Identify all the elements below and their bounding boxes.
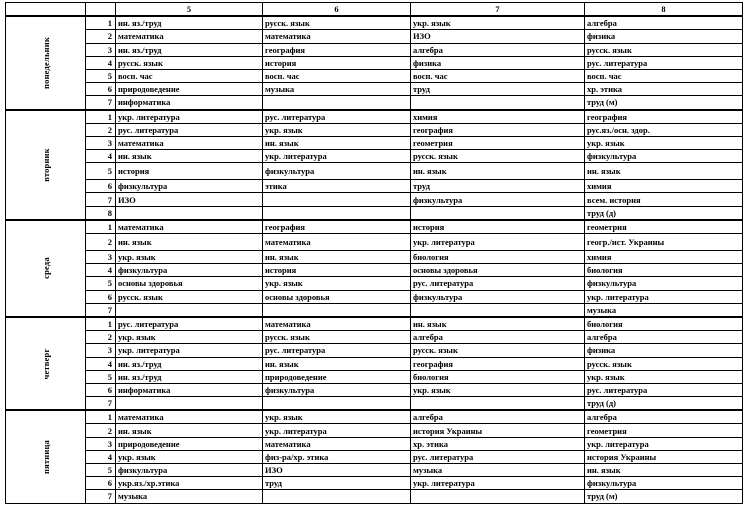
lesson-number: 3 — [86, 251, 116, 264]
subject-cell-grade-5 — [116, 397, 263, 411]
subject-cell-grade-7: укр. литература — [411, 234, 585, 251]
timetable — [5, 2, 743, 504]
subject-cell-grade-5: история — [116, 163, 263, 180]
subject-cell-grade-8: физкультура — [585, 150, 743, 163]
subject-cell-grade-6: укр. литература — [263, 150, 411, 163]
subject-cell-grade-5 — [116, 206, 263, 220]
subject-cell-grade-6: физкультура — [263, 383, 411, 396]
table-row — [6, 477, 743, 490]
lesson-number: 2 — [86, 30, 116, 43]
subject-cell-grade-5: математика — [116, 136, 263, 149]
subject-cell-grade-8: физика — [585, 344, 743, 357]
day-name: пятница — [40, 439, 51, 474]
subject-cell-grade-7: история Украины — [411, 424, 585, 437]
subject-cell-grade-5: укр.яз./хр.этика — [116, 477, 263, 490]
subject-cell-grade-6: ин. язык — [263, 357, 411, 370]
subject-cell-grade-5 — [116, 303, 263, 317]
subject-cell-grade-8: история Украины — [585, 450, 743, 463]
day-block — [6, 110, 743, 220]
subject-cell-grade-7: физика — [411, 56, 585, 69]
subject-cell-grade-6: музыка — [263, 83, 411, 96]
subject-cell-grade-8: русск. язык — [585, 357, 743, 370]
subject-cell-grade-7: укр. литература — [411, 477, 585, 490]
lesson-number-header-cell — [86, 3, 116, 17]
subject-cell-grade-6: русск. язык — [263, 331, 411, 344]
subject-cell-grade-8: физкультура — [585, 477, 743, 490]
subject-cell-grade-5: ин. яз./труд — [116, 357, 263, 370]
subject-cell-grade-5: математика — [116, 410, 263, 424]
subject-cell-grade-6: труд — [263, 477, 411, 490]
table-row — [6, 163, 743, 180]
day-block — [6, 220, 743, 317]
subject-cell-grade-8: рус. литература — [585, 56, 743, 69]
lesson-number: 2 — [86, 424, 116, 437]
table-row — [6, 317, 743, 331]
lesson-number: 7 — [86, 96, 116, 110]
lesson-number: 6 — [86, 383, 116, 396]
lesson-number: 5 — [86, 464, 116, 477]
subject-cell-grade-8: русск. язык — [585, 43, 743, 56]
subject-cell-grade-8: физика — [585, 30, 743, 43]
lesson-number: 3 — [86, 136, 116, 149]
subject-cell-grade-8: восп. час — [585, 69, 743, 82]
subject-cell-grade-5: основы здоровья — [116, 277, 263, 290]
table-row — [6, 357, 743, 370]
table-row — [6, 16, 743, 30]
lesson-number: 5 — [86, 370, 116, 383]
subject-cell-grade-8: укр. литература — [585, 437, 743, 450]
subject-cell-grade-5: рус. литература — [116, 123, 263, 136]
subject-cell-grade-6: основы здоровья — [263, 290, 411, 303]
subject-cell-grade-7: ин. язык — [411, 317, 585, 331]
subject-cell-grade-6 — [263, 303, 411, 317]
lesson-number: 7 — [86, 490, 116, 503]
subject-cell-grade-8: труд (д) — [585, 206, 743, 220]
subject-cell-grade-8: геометрия — [585, 424, 743, 437]
subject-cell-grade-8: ин. язык — [585, 163, 743, 180]
grade-6-header: 6 — [263, 3, 411, 17]
subject-cell-grade-6 — [263, 96, 411, 110]
subject-cell-grade-8: рус. литература — [585, 383, 743, 396]
table-row — [6, 344, 743, 357]
table-row — [6, 43, 743, 56]
table-row — [6, 370, 743, 383]
subject-cell-grade-7: алгебра — [411, 43, 585, 56]
table-row — [6, 450, 743, 463]
day-name: понедельник — [40, 36, 51, 89]
subject-cell-grade-7 — [411, 206, 585, 220]
subject-cell-grade-6 — [263, 206, 411, 220]
subject-cell-grade-5: математика — [116, 220, 263, 234]
subject-cell-grade-6: физ-ра/хр. этика — [263, 450, 411, 463]
subject-cell-grade-7: ИЗО — [411, 30, 585, 43]
subject-cell-grade-5: ин. яз./труд — [116, 370, 263, 383]
subject-cell-grade-8: биология — [585, 317, 743, 331]
subject-cell-grade-5: русск. язык — [116, 290, 263, 303]
day-block — [6, 410, 743, 503]
lesson-number: 2 — [86, 331, 116, 344]
table-row — [6, 490, 743, 503]
subject-cell-grade-5: математика — [116, 30, 263, 43]
table-row — [6, 150, 743, 163]
subject-cell-grade-5: ин. яз./труд — [116, 43, 263, 56]
lesson-number: 1 — [86, 410, 116, 424]
table-row — [6, 180, 743, 193]
lesson-number: 4 — [86, 150, 116, 163]
lesson-number: 6 — [86, 477, 116, 490]
table-row — [6, 464, 743, 477]
subject-cell-grade-8: труд (м) — [585, 490, 743, 503]
subject-cell-grade-8: всем. история — [585, 193, 743, 206]
table-row — [6, 110, 743, 124]
day-block — [6, 16, 743, 109]
subject-cell-grade-8: музыка — [585, 303, 743, 317]
subject-cell-grade-6: история — [263, 264, 411, 277]
table-row — [6, 30, 743, 43]
subject-cell-grade-6: укр. язык — [263, 410, 411, 424]
subject-cell-grade-8: хр. этика — [585, 83, 743, 96]
subject-cell-grade-5: рус. литература — [116, 317, 263, 331]
subject-cell-grade-6 — [263, 490, 411, 503]
table-row — [6, 123, 743, 136]
subject-cell-grade-7: укр. язык — [411, 383, 585, 396]
lesson-number: 3 — [86, 344, 116, 357]
timetable-header — [6, 3, 743, 17]
lesson-number: 4 — [86, 56, 116, 69]
subject-cell-grade-6: этика — [263, 180, 411, 193]
day-name: вторник — [40, 147, 51, 182]
subject-cell-grade-8: биология — [585, 264, 743, 277]
subject-cell-grade-7 — [411, 490, 585, 503]
subject-cell-grade-8: алгебра — [585, 16, 743, 30]
table-row — [6, 331, 743, 344]
lesson-number: 5 — [86, 163, 116, 180]
table-row — [6, 96, 743, 110]
subject-cell-grade-7: музыка — [411, 464, 585, 477]
grade-5-header: 5 — [116, 3, 263, 17]
table-row — [6, 437, 743, 450]
subject-cell-grade-7: геометрия — [411, 136, 585, 149]
subject-cell-grade-6: укр. литература — [263, 424, 411, 437]
subject-cell-grade-7: физкультура — [411, 290, 585, 303]
subject-cell-grade-7: алгебра — [411, 331, 585, 344]
lesson-number: 1 — [86, 110, 116, 124]
subject-cell-grade-5: ин. язык — [116, 234, 263, 251]
grade-8-header: 8 — [585, 3, 743, 17]
subject-cell-grade-7: рус. литература — [411, 277, 585, 290]
table-row — [6, 410, 743, 424]
subject-cell-grade-6: русск. язык — [263, 16, 411, 30]
lesson-number: 2 — [86, 123, 116, 136]
subject-cell-grade-7: биология — [411, 370, 585, 383]
subject-cell-grade-7: физкультура — [411, 193, 585, 206]
day-name-cell — [6, 317, 86, 410]
table-row — [6, 206, 743, 220]
day-name-cell — [6, 110, 86, 220]
subject-cell-grade-7: алгебра — [411, 410, 585, 424]
day-name: среда — [40, 257, 51, 280]
table-row — [6, 220, 743, 234]
subject-cell-grade-6: рус. литература — [263, 344, 411, 357]
lesson-number: 1 — [86, 220, 116, 234]
subject-cell-grade-5: музыка — [116, 490, 263, 503]
subject-cell-grade-5: природоведение — [116, 437, 263, 450]
subject-cell-grade-6: география — [263, 220, 411, 234]
lesson-number: 1 — [86, 317, 116, 331]
subject-cell-grade-5: ин. язык — [116, 424, 263, 437]
table-row — [6, 290, 743, 303]
subject-cell-grade-7: укр. язык — [411, 16, 585, 30]
subject-cell-grade-6 — [263, 193, 411, 206]
subject-cell-grade-6: математика — [263, 437, 411, 450]
subject-cell-grade-7: труд — [411, 83, 585, 96]
day-name-cell — [6, 410, 86, 503]
subject-cell-grade-7: основы здоровья — [411, 264, 585, 277]
day-name-cell — [6, 220, 86, 317]
subject-cell-grade-8: алгебра — [585, 410, 743, 424]
day-block — [6, 317, 743, 410]
subject-cell-grade-8: рус.яз./осн. здор. — [585, 123, 743, 136]
subject-cell-grade-6: математика — [263, 234, 411, 251]
lesson-number: 7 — [86, 397, 116, 411]
table-row — [6, 69, 743, 82]
subject-cell-grade-8: геометрия — [585, 220, 743, 234]
subject-cell-grade-6: природоведение — [263, 370, 411, 383]
subject-cell-grade-8: укр. язык — [585, 136, 743, 149]
subject-cell-grade-5: физкультура — [116, 264, 263, 277]
subject-cell-grade-6: ИЗО — [263, 464, 411, 477]
subject-cell-grade-6: ин. язык — [263, 136, 411, 149]
subject-cell-grade-8: труд (д) — [585, 397, 743, 411]
subject-cell-grade-6: география — [263, 43, 411, 56]
subject-cell-grade-6: история — [263, 56, 411, 69]
table-row — [6, 277, 743, 290]
subject-cell-grade-7: рус. литература — [411, 450, 585, 463]
subject-cell-grade-6: укр. язык — [263, 277, 411, 290]
subject-cell-grade-6: математика — [263, 317, 411, 331]
lesson-number: 7 — [86, 193, 116, 206]
day-name-cell — [6, 16, 86, 109]
subject-cell-grade-5: природоведение — [116, 83, 263, 96]
subject-cell-grade-5: укр. язык — [116, 331, 263, 344]
table-row — [6, 136, 743, 149]
subject-cell-grade-7: ин. язык — [411, 163, 585, 180]
subject-cell-grade-7: география — [411, 357, 585, 370]
subject-cell-grade-6: рус. литература — [263, 110, 411, 124]
subject-cell-grade-7: русск. язык — [411, 344, 585, 357]
table-row — [6, 397, 743, 411]
subject-cell-grade-5: русск. язык — [116, 56, 263, 69]
header-row — [6, 3, 743, 17]
subject-cell-grade-8: физкультура — [585, 277, 743, 290]
table-row — [6, 251, 743, 264]
table-row — [6, 56, 743, 69]
subject-cell-grade-8: география — [585, 110, 743, 124]
lesson-number: 5 — [86, 277, 116, 290]
subject-cell-grade-5: восп. час — [116, 69, 263, 82]
lesson-number: 2 — [86, 234, 116, 251]
subject-cell-grade-6: физкультура — [263, 163, 411, 180]
lesson-number: 4 — [86, 264, 116, 277]
subject-cell-grade-6: математика — [263, 30, 411, 43]
subject-cell-grade-8: укр. литература — [585, 290, 743, 303]
lesson-number: 6 — [86, 83, 116, 96]
lesson-number: 3 — [86, 43, 116, 56]
lesson-number: 5 — [86, 69, 116, 82]
subject-cell-grade-8: алгебра — [585, 331, 743, 344]
lesson-number: 7 — [86, 303, 116, 317]
lesson-number: 3 — [86, 437, 116, 450]
subject-cell-grade-5: информатика — [116, 383, 263, 396]
subject-cell-grade-5: физкультура — [116, 464, 263, 477]
subject-cell-grade-6 — [263, 397, 411, 411]
day-header-cell — [6, 3, 86, 17]
lesson-number: 6 — [86, 290, 116, 303]
subject-cell-grade-6: ин. язык — [263, 251, 411, 264]
lesson-number: 4 — [86, 450, 116, 463]
subject-cell-grade-5: укр. литература — [116, 344, 263, 357]
subject-cell-grade-5: информатика — [116, 96, 263, 110]
subject-cell-grade-5: ин. яз./труд — [116, 16, 263, 30]
subject-cell-grade-7: восп. час — [411, 69, 585, 82]
subject-cell-grade-5: укр. язык — [116, 251, 263, 264]
subject-cell-grade-8: химия — [585, 251, 743, 264]
table-row — [6, 424, 743, 437]
subject-cell-grade-7: русск. язык — [411, 150, 585, 163]
table-row — [6, 383, 743, 396]
subject-cell-grade-8: химия — [585, 180, 743, 193]
subject-cell-grade-7 — [411, 96, 585, 110]
lesson-number: 8 — [86, 206, 116, 220]
grade-7-header: 7 — [411, 3, 585, 17]
lesson-number: 6 — [86, 180, 116, 193]
subject-cell-grade-6: восп. час — [263, 69, 411, 82]
table-row — [6, 264, 743, 277]
subject-cell-grade-5: ИЗО — [116, 193, 263, 206]
subject-cell-grade-7: химия — [411, 110, 585, 124]
subject-cell-grade-5: укр. литература — [116, 110, 263, 124]
subject-cell-grade-5: ин. язык — [116, 150, 263, 163]
day-name: четверг — [40, 348, 51, 380]
subject-cell-grade-7: хр. этика — [411, 437, 585, 450]
lesson-number: 1 — [86, 16, 116, 30]
subject-cell-grade-5: физкультура — [116, 180, 263, 193]
lesson-number: 4 — [86, 357, 116, 370]
subject-cell-grade-8: ин. язык — [585, 464, 743, 477]
subject-cell-grade-7: труд — [411, 180, 585, 193]
table-row — [6, 234, 743, 251]
subject-cell-grade-5: укр. язык — [116, 450, 263, 463]
subject-cell-grade-7: география — [411, 123, 585, 136]
table-row — [6, 83, 743, 96]
subject-cell-grade-8: геогр./ист. Украины — [585, 234, 743, 251]
table-row — [6, 193, 743, 206]
subject-cell-grade-8: труд (м) — [585, 96, 743, 110]
subject-cell-grade-6: укр. язык — [263, 123, 411, 136]
subject-cell-grade-7: история — [411, 220, 585, 234]
subject-cell-grade-7: биология — [411, 251, 585, 264]
subject-cell-grade-7 — [411, 303, 585, 317]
subject-cell-grade-8: укр. язык — [585, 370, 743, 383]
table-row — [6, 303, 743, 317]
subject-cell-grade-7 — [411, 397, 585, 411]
